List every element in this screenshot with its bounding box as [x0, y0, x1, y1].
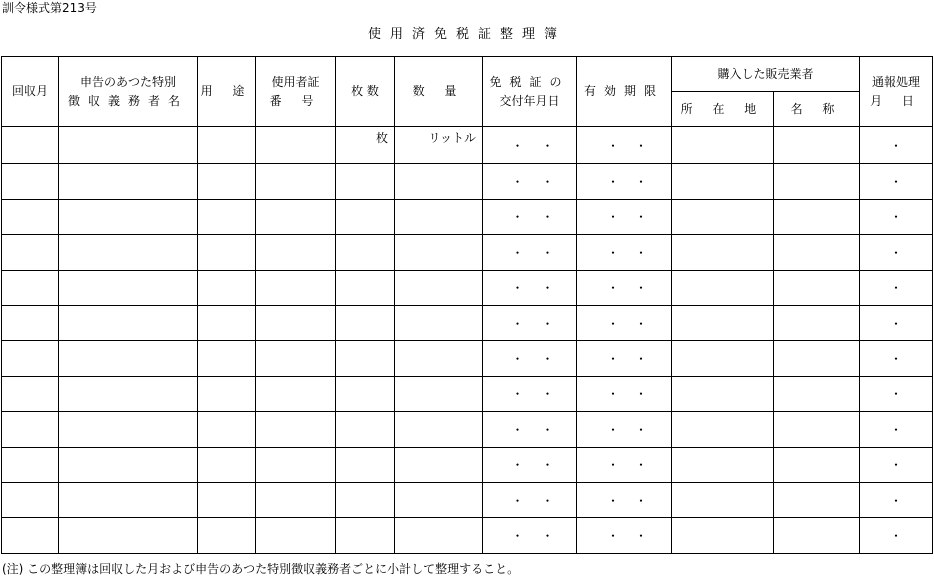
date-separator: ・ — [635, 422, 648, 437]
cell-issue-date[interactable] — [483, 235, 577, 270]
ledger-table — [1, 56, 933, 554]
cell-seller-name[interactable] — [774, 341, 860, 376]
cell-issue-date[interactable] — [483, 199, 577, 234]
page-title: 使用済免税証整理簿 — [367, 27, 566, 42]
header-sheets: 枚 数 — [336, 57, 395, 127]
date-separator: ・ — [890, 493, 903, 508]
cell-usage[interactable] — [198, 270, 256, 305]
cell-user-cert-number[interactable] — [256, 447, 336, 482]
cell-seller-name[interactable] — [774, 447, 860, 482]
date-separator: ・ — [511, 210, 524, 225]
date-separator: ・ — [635, 138, 648, 153]
table-row — [2, 127, 933, 164]
cell-validity[interactable] — [577, 447, 672, 482]
date-separator: ・ — [635, 245, 648, 260]
cell-issue-date[interactable] — [483, 518, 577, 553]
cell-usage[interactable] — [198, 305, 256, 340]
date-separator: ・ — [607, 210, 620, 225]
cell-issue-date[interactable] — [483, 270, 577, 305]
cell-user-cert-number[interactable] — [256, 518, 336, 553]
date-separator: ・ — [541, 138, 554, 153]
date-separator: ・ — [890, 422, 903, 437]
cell-obligor[interactable] — [59, 518, 198, 553]
cell-report-date[interactable] — [860, 447, 933, 482]
table-row — [2, 199, 933, 234]
cell-issue-date[interactable] — [483, 305, 577, 340]
date-separator: ・ — [607, 138, 620, 153]
date-separator: ・ — [890, 387, 903, 402]
header-seller-group: 購入した販売業者 — [672, 57, 860, 92]
date-separator: ・ — [541, 352, 554, 367]
date-separator: ・ — [511, 281, 524, 296]
cell-report-date[interactable] — [860, 164, 933, 199]
date-separator: ・ — [541, 528, 554, 543]
date-separator: ・ — [511, 352, 524, 367]
date-separator: ・ — [607, 387, 620, 402]
cell-report-date[interactable] — [860, 341, 933, 376]
date-separator: ・ — [511, 175, 524, 190]
date-separator: ・ — [635, 458, 648, 473]
cell-validity[interactable] — [577, 482, 672, 517]
cell-sheets[interactable] — [336, 341, 395, 376]
cell-seller-name[interactable] — [774, 305, 860, 340]
table-row — [2, 518, 933, 553]
date-separator: ・ — [607, 528, 620, 543]
date-separator: ・ — [890, 458, 903, 473]
cell-quantity[interactable] — [395, 305, 483, 340]
cell-user-cert-number[interactable] — [256, 199, 336, 234]
cell-collection-month[interactable] — [2, 127, 59, 164]
header-quantity: 数 量 — [395, 57, 483, 127]
cell-usage[interactable] — [198, 341, 256, 376]
cell-validity[interactable] — [577, 341, 672, 376]
cell-seller-name[interactable] — [774, 518, 860, 553]
cell-seller-address[interactable] — [672, 127, 774, 164]
cell-issue-date[interactable] — [483, 164, 577, 199]
cell-report-date[interactable] — [860, 305, 933, 340]
date-separator: ・ — [541, 245, 554, 260]
header-user-cert-number: 使用者証 番 号 — [256, 57, 336, 127]
cell-usage[interactable] — [198, 235, 256, 270]
cell-obligor[interactable] — [59, 305, 198, 340]
cell-obligor[interactable] — [59, 412, 198, 447]
cell-user-cert-number[interactable] — [256, 270, 336, 305]
date-separator: ・ — [635, 493, 648, 508]
cell-obligor[interactable] — [59, 376, 198, 411]
cell-validity[interactable] — [577, 235, 672, 270]
cell-collection-month[interactable] — [2, 376, 59, 411]
cell-validity[interactable] — [577, 270, 672, 305]
date-separator: ・ — [635, 352, 648, 367]
cell-usage[interactable] — [198, 482, 256, 517]
cell-quantity[interactable] — [395, 164, 483, 199]
table-row — [2, 270, 933, 305]
header-row — [2, 57, 933, 92]
table-row — [2, 164, 933, 199]
cell-seller-address[interactable] — [672, 412, 774, 447]
cell-collection-month[interactable] — [2, 412, 59, 447]
footnote: (注) この整理簿は回収した月および申告のあつた特別徴収義務者ごとに小計して整理すること。 — [2, 562, 520, 576]
cell-quantity[interactable] — [395, 199, 483, 234]
date-separator: ・ — [541, 387, 554, 402]
cell-validity[interactable] — [577, 518, 672, 553]
cell-obligor[interactable] — [59, 482, 198, 517]
date-separator: ・ — [890, 352, 903, 367]
cell-collection-month[interactable] — [2, 518, 59, 553]
cell-user-cert-number[interactable] — [256, 412, 336, 447]
cell-collection-month[interactable] — [2, 199, 59, 234]
cell-report-date[interactable] — [860, 199, 933, 234]
date-separator: ・ — [511, 138, 524, 153]
cell-obligor[interactable] — [59, 341, 198, 376]
table-row — [2, 412, 933, 447]
date-separator: ・ — [541, 422, 554, 437]
date-separator: ・ — [511, 528, 524, 543]
cell-sheets[interactable] — [336, 412, 395, 447]
cell-seller-address[interactable] — [672, 482, 774, 517]
cell-collection-month[interactable] — [2, 164, 59, 199]
cell-user-cert-number[interactable] — [256, 482, 336, 517]
cell-sheets[interactable] — [336, 482, 395, 517]
cell-user-cert-number[interactable] — [256, 127, 336, 164]
cell-issue-date[interactable] — [483, 482, 577, 517]
cell-report-date[interactable] — [860, 270, 933, 305]
table-row — [2, 482, 933, 517]
cell-report-date[interactable] — [860, 412, 933, 447]
cell-validity[interactable] — [577, 199, 672, 234]
date-separator: ・ — [890, 281, 903, 296]
date-separator: ・ — [541, 458, 554, 473]
date-separator: ・ — [890, 245, 903, 260]
table-row — [2, 235, 933, 270]
cell-seller-address[interactable] — [672, 518, 774, 553]
cell-obligor[interactable] — [59, 127, 198, 164]
cell-quantity[interactable] — [395, 235, 483, 270]
date-separator: ・ — [890, 316, 903, 331]
cell-seller-address[interactable] — [672, 376, 774, 411]
cell-seller-address[interactable] — [672, 341, 774, 376]
cell-usage[interactable] — [198, 412, 256, 447]
cell-sheets[interactable] — [336, 376, 395, 411]
cell-report-date[interactable] — [860, 127, 933, 164]
cell-collection-month[interactable] — [2, 270, 59, 305]
date-separator: ・ — [541, 210, 554, 225]
cell-obligor[interactable] — [59, 164, 198, 199]
header-validity: 有効期限 — [577, 57, 672, 127]
header-report-date: 通報処理 月 日 — [860, 57, 933, 127]
cell-sheets[interactable] — [336, 305, 395, 340]
header-obligor: 申告のあつた特別 徴収義務者名 — [59, 57, 198, 127]
cell-validity[interactable] — [577, 305, 672, 340]
date-separator: ・ — [635, 316, 648, 331]
date-separator: ・ — [607, 493, 620, 508]
cell-validity[interactable] — [577, 164, 672, 199]
cell-sheets[interactable] — [336, 199, 395, 234]
cell-sheets[interactable] — [336, 235, 395, 270]
cell-report-date[interactable] — [860, 518, 933, 553]
table-row — [2, 376, 933, 411]
cell-seller-name[interactable] — [774, 235, 860, 270]
date-separator: ・ — [607, 422, 620, 437]
date-separator: ・ — [635, 528, 648, 543]
cell-quantity[interactable] — [395, 482, 483, 517]
cell-obligor[interactable] — [59, 270, 198, 305]
cell-collection-month[interactable] — [2, 341, 59, 376]
date-separator: ・ — [890, 210, 903, 225]
cell-quantity[interactable]: リットル — [395, 127, 483, 164]
date-separator: ・ — [890, 138, 903, 153]
cell-collection-month[interactable] — [2, 305, 59, 340]
header-seller-address: 所 在 地 — [672, 92, 774, 127]
cell-user-cert-number[interactable] — [256, 305, 336, 340]
date-separator: ・ — [541, 316, 554, 331]
cell-user-cert-number[interactable] — [256, 341, 336, 376]
date-separator: ・ — [890, 175, 903, 190]
date-separator: ・ — [607, 175, 620, 190]
date-separator: ・ — [635, 175, 648, 190]
cell-collection-month[interactable] — [2, 482, 59, 517]
date-separator: ・ — [607, 316, 620, 331]
cell-sheets[interactable] — [336, 164, 395, 199]
table-row — [2, 341, 933, 376]
cell-seller-name[interactable] — [774, 127, 860, 164]
cell-seller-name[interactable] — [774, 199, 860, 234]
cell-seller-address[interactable] — [672, 235, 774, 270]
cell-sheets[interactable] — [336, 270, 395, 305]
cell-usage[interactable] — [198, 199, 256, 234]
cell-usage[interactable] — [198, 376, 256, 411]
cell-sheets[interactable]: 枚 — [336, 127, 395, 164]
cell-usage[interactable] — [198, 447, 256, 482]
date-separator: ・ — [607, 245, 620, 260]
cell-collection-month[interactable] — [2, 447, 59, 482]
date-separator: ・ — [890, 528, 903, 543]
cell-issue-date[interactable] — [483, 447, 577, 482]
table-row — [2, 447, 933, 482]
cell-obligor[interactable] — [59, 235, 198, 270]
header-seller-name: 名 称 — [774, 92, 860, 127]
cell-validity[interactable] — [577, 412, 672, 447]
header-collection-month: 回収月 — [2, 57, 59, 127]
cell-quantity[interactable] — [395, 412, 483, 447]
cell-user-cert-number[interactable] — [256, 164, 336, 199]
cell-seller-address[interactable] — [672, 164, 774, 199]
cell-quantity[interactable] — [395, 518, 483, 553]
date-separator: ・ — [635, 281, 648, 296]
cell-issue-date[interactable] — [483, 127, 577, 164]
cell-sheets[interactable] — [336, 447, 395, 482]
cell-seller-address[interactable] — [672, 270, 774, 305]
cell-quantity[interactable] — [395, 376, 483, 411]
date-separator: ・ — [607, 458, 620, 473]
date-separator: ・ — [541, 281, 554, 296]
cell-validity[interactable] — [577, 127, 672, 164]
cell-issue-date[interactable] — [483, 341, 577, 376]
cell-user-cert-number[interactable] — [256, 376, 336, 411]
cell-report-date[interactable] — [860, 376, 933, 411]
cell-seller-name[interactable] — [774, 164, 860, 199]
date-separator: ・ — [511, 458, 524, 473]
cell-usage[interactable] — [198, 518, 256, 553]
date-separator: ・ — [635, 387, 648, 402]
cell-seller-name[interactable] — [774, 270, 860, 305]
date-separator: ・ — [511, 422, 524, 437]
header-issue-date: 免税証の 交付年月日 — [483, 57, 577, 127]
table-row — [2, 305, 933, 340]
date-separator: ・ — [511, 493, 524, 508]
cell-obligor[interactable] — [59, 447, 198, 482]
cell-issue-date[interactable] — [483, 412, 577, 447]
date-separator: ・ — [607, 352, 620, 367]
cell-quantity[interactable] — [395, 341, 483, 376]
cell-sheets[interactable] — [336, 518, 395, 553]
cell-validity[interactable] — [577, 376, 672, 411]
date-separator: ・ — [511, 387, 524, 402]
cell-seller-address[interactable] — [672, 305, 774, 340]
cell-issue-date[interactable] — [483, 376, 577, 411]
cell-usage[interactable] — [198, 127, 256, 164]
header-usage: 用 途 — [198, 57, 256, 127]
cell-seller-name[interactable] — [774, 482, 860, 517]
date-separator: ・ — [541, 175, 554, 190]
cell-seller-address[interactable] — [672, 199, 774, 234]
date-separator: ・ — [511, 316, 524, 331]
cell-collection-month[interactable] — [2, 235, 59, 270]
date-separator: ・ — [607, 281, 620, 296]
cell-seller-name[interactable] — [774, 376, 860, 411]
cell-seller-address[interactable] — [672, 447, 774, 482]
date-separator: ・ — [511, 245, 524, 260]
date-separator: ・ — [541, 493, 554, 508]
cell-report-date[interactable] — [860, 235, 933, 270]
cell-report-date[interactable] — [860, 482, 933, 517]
cell-quantity[interactable] — [395, 447, 483, 482]
cell-seller-name[interactable] — [774, 412, 860, 447]
cell-obligor[interactable] — [59, 199, 198, 234]
cell-quantity[interactable] — [395, 270, 483, 305]
date-separator: ・ — [635, 210, 648, 225]
cell-user-cert-number[interactable] — [256, 235, 336, 270]
form-code: 訓令様式第213号 — [2, 1, 97, 15]
cell-usage[interactable] — [198, 164, 256, 199]
